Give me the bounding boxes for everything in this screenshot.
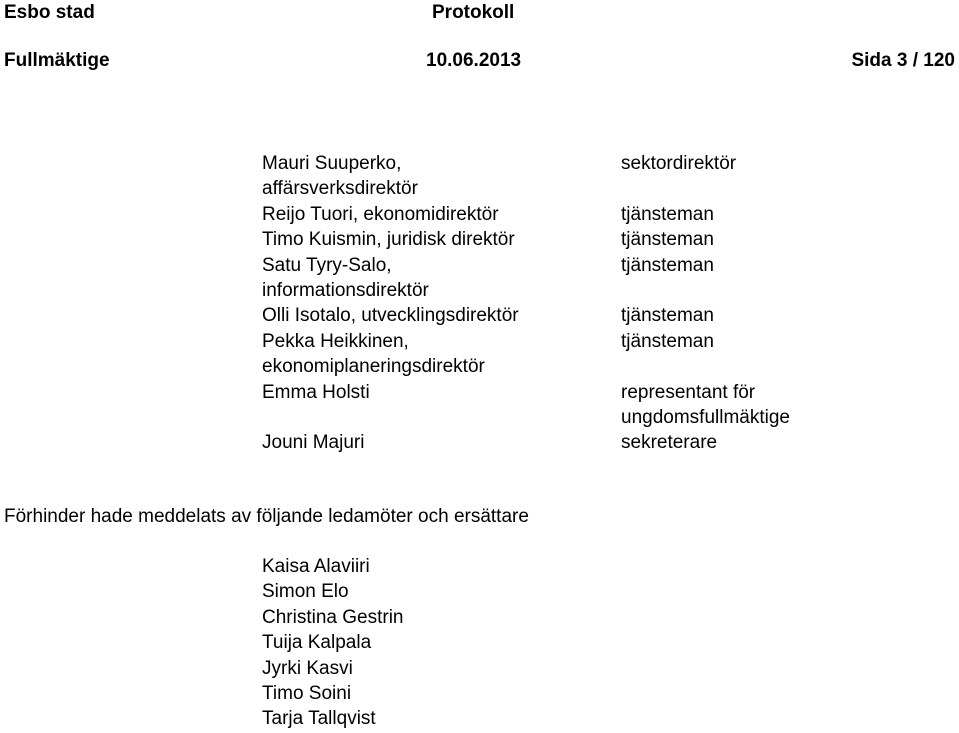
attendee-role-line bbox=[621, 354, 951, 379]
attendee-name-line: affärsverksdirektör bbox=[262, 178, 418, 200]
attendee-role-line: sekreterare bbox=[621, 432, 718, 454]
document-type: Protokoll bbox=[432, 2, 515, 23]
attendee-name-line: Jouni Majuri bbox=[262, 432, 365, 454]
absent-member-name: Simon Elo bbox=[262, 581, 349, 603]
attendee-name-line: Timo Kuismin, juridisk direktör bbox=[262, 229, 515, 251]
absent-member-name: Kaisa Alaviiri bbox=[262, 556, 370, 577]
absent-member-name: Timo Soini bbox=[262, 682, 352, 704]
attendee-name-line: Mauri Suuperko, bbox=[262, 153, 402, 174]
attendee-name-line: ekonomiplaneringsdirektör bbox=[262, 356, 485, 378]
attendee-names-column bbox=[262, 151, 602, 456]
attendee-name-line bbox=[262, 405, 602, 430]
attendee-role-line: representant för bbox=[621, 381, 756, 403]
meeting-body: Fullmäktige bbox=[4, 50, 110, 71]
attendee-role-line: tjänsteman bbox=[621, 229, 714, 251]
attendee-name-line: informationsdirektör bbox=[262, 279, 429, 301]
absent-member-name: Christina Gestrin bbox=[262, 606, 404, 628]
attendee-role-line: ungdomsfullmäktige bbox=[621, 406, 790, 428]
absent-member-name: Tuija Kalpala bbox=[262, 632, 372, 654]
attendee-name-line: Reijo Tuori, ekonomidirektör bbox=[262, 203, 499, 225]
attendee-name-line: Olli Isotalo, utvecklingsdirektör bbox=[262, 305, 519, 327]
attendee-role-line bbox=[621, 278, 951, 303]
attendee-roles-column bbox=[621, 151, 951, 456]
meeting-date: 10.06.2013 bbox=[426, 50, 522, 71]
attendee-role-line: sektordirektör bbox=[621, 153, 737, 174]
attendee-role-line: tjänsteman bbox=[621, 330, 714, 352]
absent-members-list bbox=[262, 554, 404, 732]
absent-member-name: Jyrki Kasvi bbox=[262, 657, 353, 679]
attendee-name-line: Satu Tyry-Salo, bbox=[262, 254, 392, 276]
attendee-name-line: Pekka Heikkinen, bbox=[262, 330, 409, 352]
absence-heading: Förhinder hade meddelats av följande ledamöter och ersättare bbox=[4, 506, 529, 527]
page-number: Sida 3 / 120 bbox=[851, 50, 955, 71]
attendee-role-line: tjänsteman bbox=[621, 254, 714, 276]
attendee-name-line: Emma Holsti bbox=[262, 381, 370, 403]
attendee-role-line bbox=[621, 176, 951, 201]
attendee-role-line: tjänsteman bbox=[621, 203, 714, 225]
absent-member-name: Tarja Tallqvist bbox=[262, 708, 376, 730]
organization-name: Esbo stad bbox=[4, 2, 95, 23]
attendee-role-line: tjänsteman bbox=[621, 305, 714, 327]
